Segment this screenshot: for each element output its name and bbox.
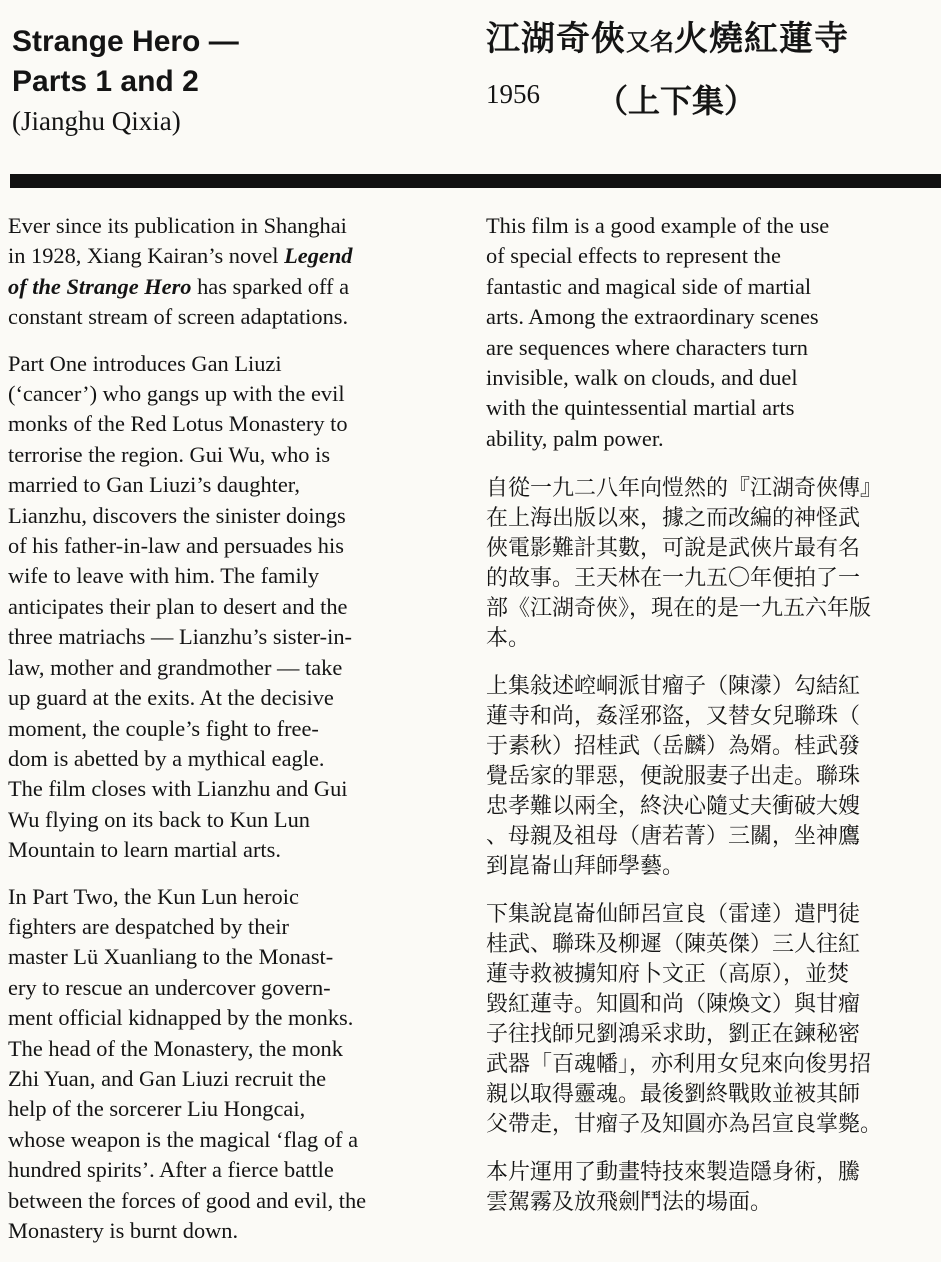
- text-line: This film is a good example of the use: [486, 213, 830, 238]
- text-line: Lianzhu, discovers the sinister doings: [8, 502, 346, 528]
- text-line: moment, the couple’s fight to free-: [8, 715, 319, 741]
- text-line: hundred spirits’. After a fierce battle: [8, 1157, 334, 1183]
- text-segment: in 1928, Xiang Kairan’s novel: [8, 243, 285, 269]
- text-line: 下集說崑崙仙師呂宣良（雷達）遣門徒: [486, 902, 861, 928]
- text-line: ery to rescue an undercover govern-: [8, 974, 331, 1000]
- text-line: of special effects to represent the: [486, 243, 781, 269]
- text-line: 蓮寺救被擄知府卜文正（高原），並焚: [486, 962, 850, 988]
- text-line: married to Gan Liuzi’s daughter,: [8, 472, 300, 498]
- text-line: 雲駕霧及放飛劍鬥法的場面。: [486, 1190, 773, 1216]
- text-line: dom is abetted by a mythical eagle.: [8, 745, 325, 771]
- film-title-line-2: Parts 1 and 2: [12, 65, 199, 98]
- release-year: 1956: [486, 79, 540, 109]
- text-line: Mountain to learn martial arts.: [8, 837, 281, 863]
- text-line: of his father-in-law and persuades his: [8, 533, 344, 559]
- text-line: Wu flying on its back to Kun Lun: [8, 806, 310, 832]
- text-line: 上集敍述崆峒派甘瘤子（陳濛）勾結紅: [486, 674, 861, 700]
- text-line: 親以取得靈魂。最後劉終戰敗並被其師: [486, 1082, 861, 1108]
- text-line: 本片運用了動畫特技來製造隱身術，騰: [486, 1160, 861, 1186]
- text-line: 忠孝難以兩全，終決心隨丈夫衝破大嫂: [486, 794, 861, 820]
- english-title-block: [12, 22, 452, 138]
- text-segment: has sparked off a: [191, 273, 350, 299]
- left-column: [8, 211, 460, 1262]
- text-line: with the quintessential martial arts: [486, 395, 795, 421]
- text-line: master Lü Xuanliang to the Monast-: [8, 944, 334, 970]
- text-line: 自從一九二八年向愷然的『江湖奇俠傳』: [486, 476, 883, 502]
- text-line: The film closes with Lianzhu and Gui: [8, 776, 348, 802]
- chinese-title: [486, 16, 936, 65]
- text-line: 桂武、聯珠及柳遲（陳英傑）三人往紅: [486, 932, 861, 958]
- text-line: 部《江湖奇俠》，現在的是一九五六年版: [486, 596, 872, 622]
- text-line: ability, palm power.: [486, 425, 664, 451]
- text-line: help of the sorcerer Liu Hongcai,: [8, 1096, 306, 1122]
- text-line: [8, 241, 460, 271]
- novel-title-part-2: of the Strange Hero: [8, 273, 192, 299]
- chinese-intro-paragraph: [486, 474, 936, 654]
- chinese-parts-label: （上下集）: [596, 82, 757, 120]
- special-effects-paragraph: [486, 211, 936, 454]
- header-divider: [10, 174, 941, 188]
- text-line: anticipates their plan to desert and the: [8, 593, 348, 619]
- text-line: 毀紅蓮寺。知圓和尚（陳煥文）與甘瘤: [486, 992, 861, 1018]
- part-one-paragraph: [8, 349, 460, 866]
- text-line: fantastic and magical side of martial: [486, 273, 812, 299]
- chinese-title-aka: 又名: [626, 27, 674, 56]
- chinese-title-block: [486, 16, 936, 121]
- text-line: In Part Two, the Kun Lun heroic: [8, 883, 299, 909]
- text-line: three matriachs — Lianzhu’s sister-in-: [8, 624, 353, 650]
- text-line: Zhi Yuan, and Gan Liuzi recruit the: [8, 1065, 327, 1091]
- text-line: up guard at the exits. At the decisive: [8, 685, 334, 711]
- year-row: [486, 79, 936, 121]
- text-line: monks of the Red Lotus Monastery to: [8, 411, 348, 437]
- text-line: law, mother and grandmother — take: [8, 654, 343, 680]
- text-line: 蓮寺和尚，姦淫邪盜，又替女兒聯珠（: [486, 704, 861, 730]
- text-line: 于素秋）招桂武（岳麟）為婿。桂武發: [486, 734, 861, 760]
- chinese-effects-paragraph: [486, 1158, 936, 1218]
- text-line: fighters are despatched by their: [8, 913, 290, 939]
- novel-title-part-1: Legend: [284, 243, 353, 269]
- text-line: 子往找師兄劉鴻采求助，劉正在鍊秘密: [486, 1022, 861, 1048]
- text-line: 本。: [486, 626, 531, 652]
- chinese-part-one-paragraph: [486, 672, 936, 882]
- text-line: ment official kidnapped by the monks.: [8, 1005, 354, 1031]
- text-line: 父帶走，甘瘤子及知圓亦為呂宣良掌斃。: [486, 1112, 883, 1138]
- text-line: 俠電影難計其數，可說是武俠片最有名: [486, 536, 861, 562]
- text-line: 覺岳家的罪惡，便說服妻子出走。聯珠: [486, 764, 861, 790]
- text-line: 、母親及祖母（唐若菁）三關，坐神鷹: [486, 824, 861, 850]
- text-line: wife to leave with him. The family: [8, 563, 320, 589]
- text-line: terrorise the region. Gui Wu, who is: [8, 441, 331, 467]
- chinese-title-main: 江湖奇俠: [486, 19, 626, 59]
- text-line: invisible, walk on clouds, and duel: [486, 365, 798, 391]
- text-line: 的故事。王天林在一九五〇年便拍了一: [486, 566, 861, 592]
- text-line: (‘cancer’) who gangs up with the evil: [8, 381, 345, 407]
- chinese-part-two-paragraph: [486, 900, 936, 1140]
- text-line: whose weapon is the magical ‘flag of a: [8, 1126, 359, 1152]
- text-line: Ever since its publication in Shanghai: [8, 213, 347, 238]
- text-line: Monastery is burnt down.: [8, 1218, 239, 1243]
- film-title: [12, 22, 452, 102]
- text-line: are sequences where characters turn: [486, 334, 808, 360]
- right-column: [486, 211, 936, 1236]
- romanized-title: (Jianghu Qixia): [12, 106, 181, 136]
- text-line: 到崑崙山拜師學藝。: [486, 854, 685, 880]
- text-line: [8, 272, 460, 302]
- chinese-title-alt: 火燒紅蓮寺: [674, 19, 849, 59]
- text-line: arts. Among the extraordinary scenes: [486, 304, 819, 330]
- intro-paragraph: [8, 211, 460, 333]
- text-line: The head of the Monastery, the monk: [8, 1035, 343, 1061]
- text-line: between the forces of good and evil, the: [8, 1187, 367, 1213]
- text-line: constant stream of screen adaptations.: [8, 304, 349, 330]
- part-two-paragraph: [8, 882, 460, 1247]
- text-line: 武器「百魂幡」，亦利用女兒來向俊男招: [486, 1052, 872, 1078]
- text-line: Part One introduces Gan Liuzi: [8, 350, 282, 376]
- film-title-line-1: Strange Hero —: [12, 25, 239, 58]
- text-line: 在上海出版以來，據之而改編的神怪武: [486, 506, 861, 532]
